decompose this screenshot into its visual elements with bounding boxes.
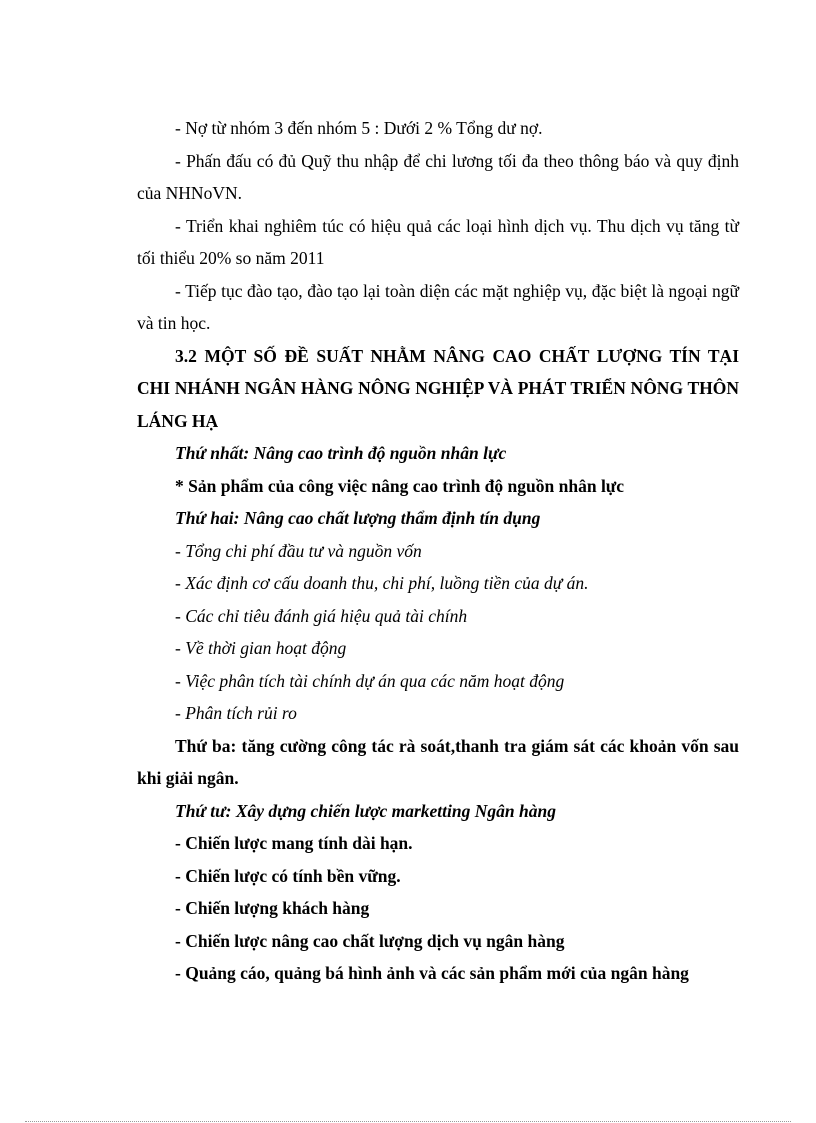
paragraph-trien-khai: - Triển khai nghiêm túc có hiệu quả các loại hình dịch vụ. Thu dịch vụ tăng từ tối thiểu 20% so năm 2011 [137,215,739,268]
item-chat-luong-dich-vu: - Chiến lược nâng cao chất lượng dịch vụ ngân hàng [175,930,565,951]
paragraph-no-tu-nhom: - Nợ từ nhóm 3 đến nhóm 5 : Dưới 2 % Tổng dư nợ. [175,118,543,138]
item-chi-tieu: - Các chỉ tiêu đánh giá hiệu quả tài chính [175,605,468,626]
item-tong-chi-phi: - Tổng chi phí đầu tư và nguồn vốn [175,540,422,561]
item-thu-hai: Thứ hai: Nâng cao chất lượng thẩm định tín dụng [175,508,541,528]
item-ben-vung: - Chiến lược có tính bền vững. [175,865,401,886]
item-thoi-gian: - Về thời gian hoạt động [175,638,347,658]
item-rui-ro: - Phân tích rủi ro [175,703,297,723]
item-khach-hang: - Chiến lượng khách hàng [175,898,370,918]
item-san-pham: * Sản phẩm của công việc nâng cao trình độ nguồn nhân lực [175,475,625,496]
item-thu-tu: Thứ tư: Xây dựng chiến lược marketting Ngân hàng [175,800,556,821]
paragraph-tiep-tuc: - Tiếp tục đào tạo, đào tạo lại toàn diện các mặt nghiệp vụ, đặc biệt là ngoại ngữ và tin học. [137,280,739,333]
page-bottom-divider [25,1121,791,1122]
item-thu-ba: Thứ ba: tăng cường công tác rà soát,thanh tra giám sát các khoản vốn sau khi giải ngân. [137,735,739,788]
item-phan-tich-tai-chinh: - Việc phân tích tài chính dự án qua các năm hoạt động [175,670,565,691]
section-heading: 3.2 MỘT SỐ ĐỀ SUẤT NHẰM NÂNG CAO CHẤT LƯỢNG TÍN TẠI CHI NHÁNH NGÂN HÀNG NÔNG NGHIỆP VÀ PHÁT TRIỂN NÔNG THÔN LÁNG HẠ [137,345,739,431]
item-dai-han: - Chiến lược mang tính dài hạn. [175,833,413,853]
paragraph-phan-dau: - Phấn đấu có đủ Quỹ thu nhập để chi lương tối đa theo thông báo và quy định của NHNoVN. [137,150,739,203]
item-xac-dinh: - Xác định cơ cấu doanh thu, chi phí, luồng tiền của dự án. [175,573,589,593]
document-body [137,112,739,990]
item-quang-cao: - Quảng cáo, quảng bá hình ảnh và các sản phẩm mới của ngân hàng [175,963,689,983]
item-thu-nhat: Thứ nhất: Nâng cao trình độ nguồn nhân lực [175,443,507,463]
